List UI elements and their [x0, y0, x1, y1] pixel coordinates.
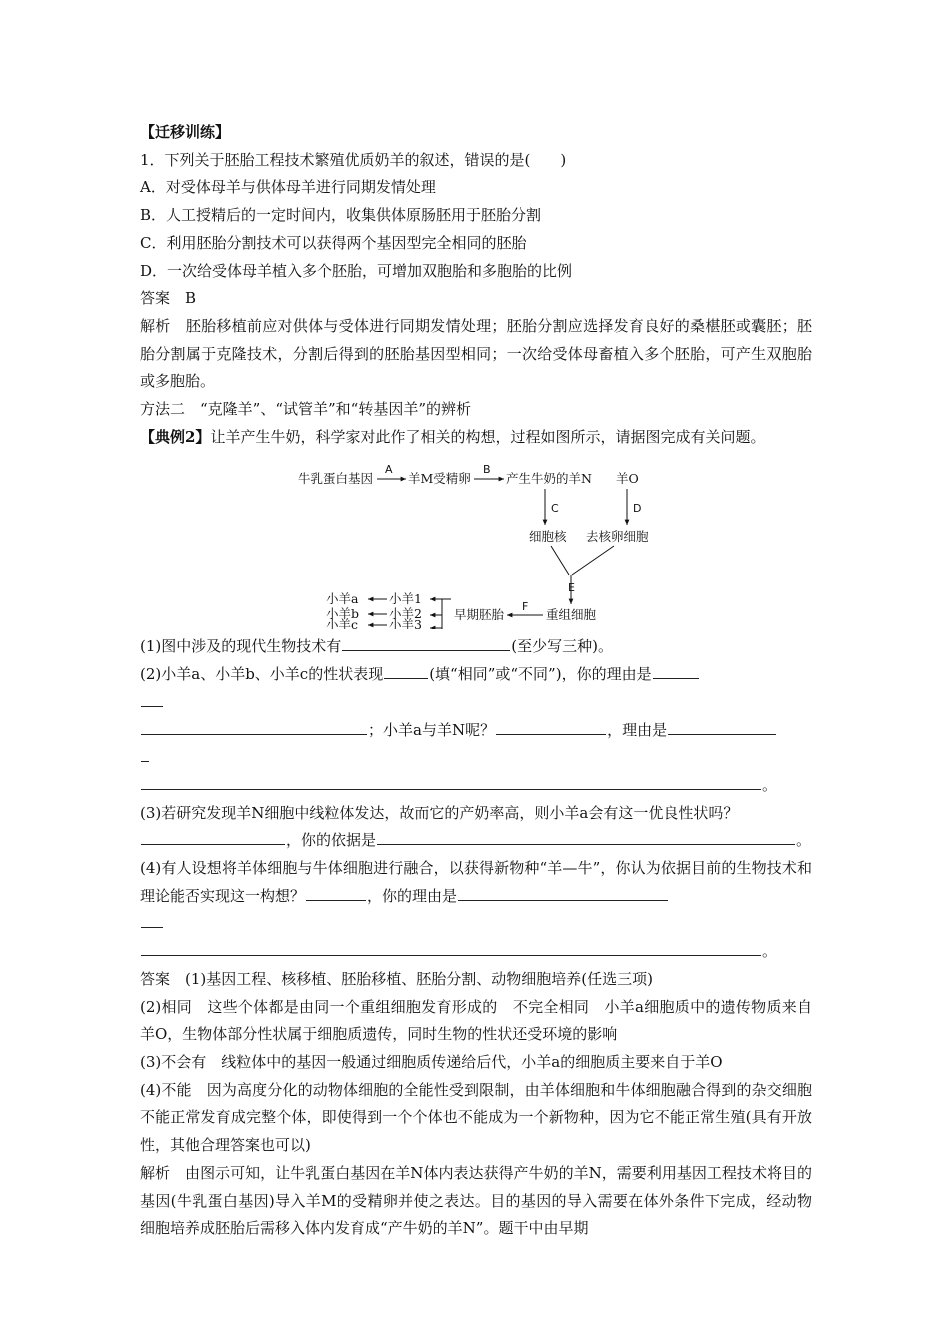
answer-blank-q4-reason[interactable] [458, 885, 668, 901]
q2-text-d: ，理由是 [607, 720, 668, 739]
answer-blank-q4[interactable] [306, 885, 366, 901]
node-enucleated: 去核卵细胞 [586, 529, 649, 545]
q2-text-b: (填“相同”或“不同”)，你的理由是 [429, 665, 652, 684]
answer-blank-q1[interactable] [342, 635, 510, 651]
merge-right [572, 546, 614, 575]
node-small-lamb-a: 小羊a [326, 591, 359, 607]
node-small-lamb-b: 小羊b [326, 606, 360, 622]
q2-period: 。 [762, 775, 778, 794]
node-recombined: 重组细胞 [546, 607, 597, 623]
question-4-blank-line-b [140, 938, 812, 966]
answer-blank-q3[interactable] [141, 829, 285, 845]
node-embryo: 早期胚胎 [454, 607, 505, 623]
q3-period: 。 [796, 831, 812, 850]
q4-period: 。 [762, 942, 778, 961]
node-small-lamb-c: 小羊c [326, 617, 359, 630]
flowchart-svg [140, 453, 812, 629]
document-page [140, 119, 812, 1243]
process-diagram [140, 453, 812, 629]
method-title: 方法二 “克隆羊”、“试管羊”和“转基因羊”的辨析 [140, 400, 472, 419]
question-4-line [140, 855, 812, 910]
node-egg: 羊M受精卵 [408, 471, 471, 487]
node-nucleus: 细胞核 [529, 529, 567, 545]
answer-blank-q4-reason-cont[interactable] [141, 912, 163, 928]
option-c: C．利用胚胎分割技术可以获得两个基因型完全相同的胚胎 [140, 233, 527, 252]
answer-blank-q2-reason2[interactable] [668, 719, 776, 735]
answer-blank-q4-reason-full[interactable] [141, 940, 761, 956]
merge-left [551, 546, 569, 575]
label-f: F [522, 600, 529, 614]
q1-text-a: (1)图中涉及的现代生物技术有 [140, 637, 342, 656]
node-gene: 牛乳蛋白基因 [298, 471, 374, 487]
option-d: D．一次给受体母羊植入多个胚胎，可增加双胞胎和多胞胎的比例 [140, 261, 573, 280]
question-1-line [140, 633, 812, 661]
answer-2-1: 答案 (1)基因工程、核移植、胚胎移植、胚胎分割、动物细胞培养(任选三项) [140, 969, 653, 988]
q1-text-b: (至少写三种)。 [511, 637, 613, 656]
option-a: A．对受体母羊与供体母羊进行同期发情处理 [140, 178, 436, 197]
question-2-line-b [140, 717, 812, 745]
question-4-blank-line [140, 910, 812, 938]
q2-text-a: (2)小羊a、小羊b、小羊c的性状表现 [140, 665, 384, 684]
example-text: 让羊产生牛奶，科学家对此作了相关的构想，过程如图所示，请据图完成有关问题。 [210, 427, 766, 446]
label-e: E [568, 581, 575, 595]
answer-1: 答案 B [140, 289, 197, 308]
section-heading: 【迁移训练】 [140, 123, 231, 141]
question-2-blank-line [140, 689, 812, 717]
q4-text-a: (4)有人设想将羊体细胞与牛体细胞进行融合，以获得新物种“羊—牛”，你认为依据目前的生物技术和理论能否实现这一构想？ [140, 859, 812, 905]
node-lamb-3: 小羊3 [389, 617, 422, 630]
answer-blank-q2-reason-start[interactable] [653, 663, 699, 679]
label-a: A [385, 463, 393, 477]
answer-2-3: (3)不会有 线粒体中的基因一般通过细胞质传递给后代，小羊a的细胞质主要来自于羊O [140, 1052, 723, 1071]
node-sheep-n: 产生牛奶的羊N [506, 471, 592, 487]
label-b: B [483, 463, 491, 477]
q2-text-c: ；小羊a与羊N呢？ [368, 720, 496, 739]
answer-blank-q2-same[interactable] [384, 663, 428, 679]
answer-blank-q2-reason-cont[interactable] [141, 691, 163, 707]
question-2-blank-line-c [140, 772, 812, 800]
answer-blank-q2-compare[interactable] [496, 719, 606, 735]
q3-text-b: ，你的依据是 [286, 831, 377, 850]
answer-blank-q2-reason2-full[interactable] [141, 774, 761, 790]
analysis-1: 解析 胚胎移植前应对供体与受体进行同期发情处理；胚胎分割应选择发育良好的桑椹胚或囊胚；胚胎分割属于克隆技术，分割后得到的胚胎基因型相同；一次给受体母畜植入多个胚胎，可产生双胞胎或多胞胎。 [140, 316, 812, 391]
question-1: 1．下列关于胚胎工程技术繁殖优质奶羊的叙述，错误的是( ) [140, 150, 567, 169]
answer-2-4: (4)不能 因为高度分化的动物体细胞的全能性受到限制，由羊体细胞和牛体细胞融合得到的杂交细胞不能正常发育成完整个体，即使得到一个个体也不能成为一个新物种，因为它不能正常生殖(具有开放性，其他合理答案也可以) [140, 1080, 812, 1155]
question-3-line-b [140, 827, 812, 855]
answer-blank-q2-reason2-cont[interactable] [141, 746, 149, 762]
question-2-line [140, 661, 812, 689]
question-3-line: (3)若研究发现羊N细胞中线粒体发达，故而它的产奶率高，则小羊a会有这一优良性状吗？ [140, 803, 739, 822]
answer-blank-q3-basis[interactable] [377, 829, 795, 845]
label-c: C [551, 502, 559, 516]
analysis-2: 解析 由图示可知，让牛乳蛋白基因在羊N体内表达获得产牛奶的羊N，需要利用基因工程技术将目的基因(牛乳蛋白基因)导入羊M的受精卵并使之表达。目的基因的导入需要在体外条件下完成，经动物细胞培养成胚胎后需移入体内发育成“产牛奶的羊N”。题干中由早期 [140, 1163, 812, 1238]
label-d: D [633, 502, 642, 516]
example-2 [140, 424, 812, 452]
q4-text-b: ，你的理由是 [367, 886, 458, 905]
example-label: 【典例2】 [140, 427, 211, 446]
node-lamb-2: 小羊2 [389, 606, 422, 622]
question-2-blank-line-b [140, 744, 812, 772]
option-b: B．人工授精后的一定时间内，收集供体原肠胚用于胚胎分割 [140, 206, 542, 225]
answer-blank-q2-reason[interactable] [141, 719, 367, 735]
node-lamb-1: 小羊1 [389, 591, 422, 607]
split-bracket [442, 599, 451, 629]
node-sheep-o: 羊O [616, 471, 639, 487]
answer-2-2: (2)相同 这些个体都是由同一个重组细胞发育形成的 不完全相同 小羊a细胞质中的遗传物质来自羊O，生物体部分性状属于细胞质遗传，同时生物的性状还受环境的影响 [140, 997, 812, 1044]
